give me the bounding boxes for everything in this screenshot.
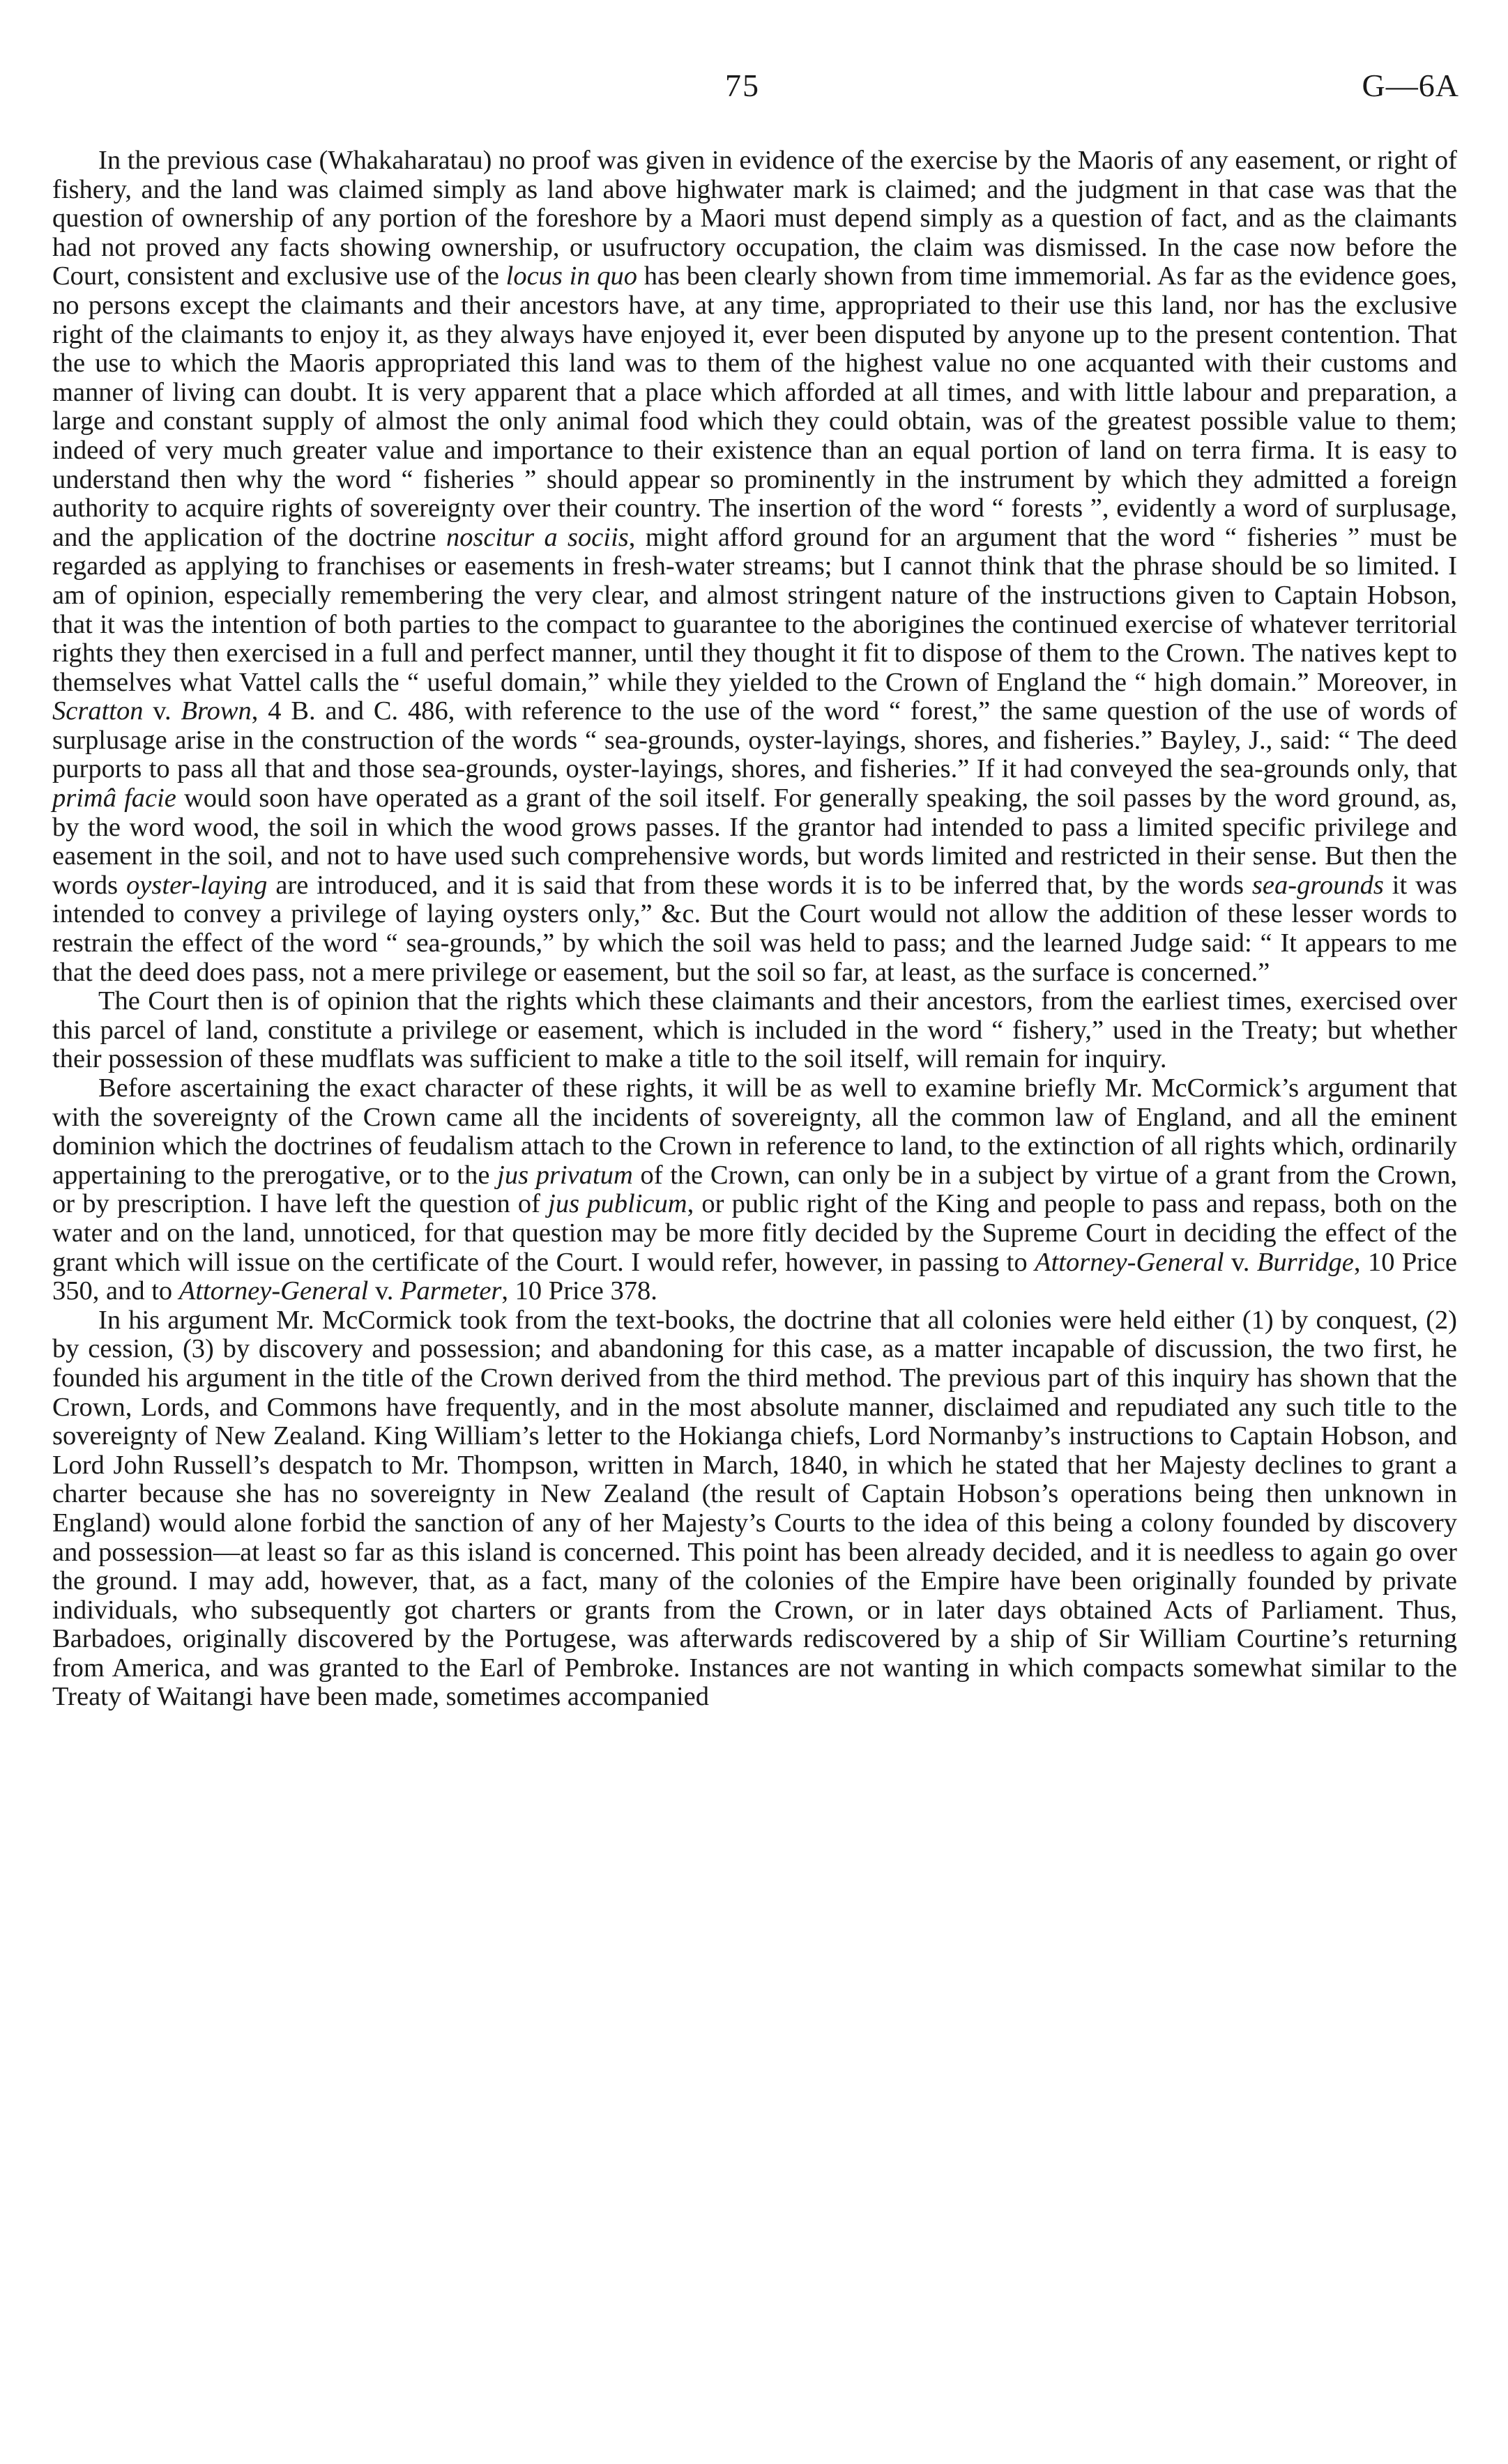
italic-text: Attorney-General: [178, 1276, 369, 1306]
text-run: has been clearly shown from time immemorial. As far as the evidence goes, no persons except the claimants and their ancestors have, at any time, appropriated to their use this land, nor has the exclusive right of the claimants to enjoy it, as they always have enjoyed it, ever been disputed by anyone up to the present contention. That the use to which the Maoris appropriated this land was to them of the highest value no one acquanted with their customs and manner of living can doubt. It is very apparent that a place which afforded at all times, and with little labour and preparation, a large and constant supply of almost the only animal food which they could obtain, was of the greatest possible value to them; indeed of very much greater value and importance to their existence than an equal portion of land on terra firma. It is easy to understand then why the word “ fisheries ” should appear so prominently in the instrument by which they admitted a foreign authority to acquire rights of sovereignty over their country. The insertion of the word “ forests ”, evidently a word of surplusage, and the application of the doctrine: [52, 261, 1457, 552]
italic-text: jus publicum: [548, 1189, 687, 1219]
italic-text: sea-grounds: [1251, 870, 1384, 900]
paragraph: [52, 987, 1457, 1074]
text-run: , 10 Price 350, and to: [52, 1247, 1457, 1306]
text-run: of the Crown, can only be in a subject by virtue of a grant from the Crown, or by prescription. I have left the question of: [52, 1160, 1457, 1219]
body-text: [52, 146, 1457, 1712]
text-run: The Court then is of opinion that the rights which these claimants and their ancestors, from the earliest times, exercised over this parcel of land, constitute a privilege or easement, which is included in the word “ fishery,” used in the Treaty; but whether their possession of these mudflats was sufficient to make a title to the soil itself, will remain for inquiry.: [52, 986, 1457, 1074]
page-header: [0, 67, 1508, 109]
text-run: , or public right of the King and people to pass and repass, both on the water and on the land, unnoticed, for that question may be more fitly decided by the Supreme Court in deciding the effect of the grant which will issue on the certificate of the Court. I would refer, however, in passing to: [52, 1189, 1457, 1277]
italic-text: oyster-laying: [126, 870, 268, 900]
document-reference: G—6A: [1362, 68, 1459, 103]
italic-text: Brown: [181, 696, 252, 726]
italic-text: noscitur a sociis: [445, 522, 629, 552]
text-run: Before ascertaining the exact character of these rights, it will be as well to examine briefly Mr. McCormick’s argument that with the sovereignty of the Crown came all the incidents of sovereignty, all the common law of England, and all the eminent dominion which the doctrines of feudalism attach to the Crown in reference to land, to the extinction of all rights which, ordinarily appertaining to the prerogative, or to the: [52, 1073, 1457, 1190]
page-number: 75: [725, 68, 760, 103]
text-run: In the previous case (Whakaharatau) no proof was given in evidence of the exercise by the Maoris of any easement, or right of fishery, and the land was claimed simply as land above highwater mark is claimed; and the judgment in that case was that the question of ownership of any portion of the foreshore by a Maori must depend simply as a question of fact, and as the claimants had not proved any facts showing ownership, or usufructory occupation, the claim was dismissed. In the case now before the Court, consistent and exclusive use of the: [52, 146, 1457, 291]
text-run: In his argument Mr. McCormick took from the text-books, the doctrine that all colonies were held either (1) by conquest, (2) by cession, (3) by discovery and possession; and abandoning for this case, as a matter incapable of discussion, the two first, he founded his argument in the title of the Crown derived from the third method. The previous part of this inquiry has shown that the Crown, Lords, and Commons have frequently, and in the most absolute manner, disclaimed and repudiated any such title to the sovereignty of New Zealand. King William’s letter to the Hokianga chiefs, Lord Normanby’s instructions to Captain Hobson, and Lord John Russell’s despatch to Mr. Thompson, written in March, 1840, in which he stated that her Majesty declines to grant a charter because she has no sovereignty in New Zealand (the result of Captain Hobson’s operations being then unknown in England) would alone forbid the sanction of any of her Majesty’s Courts to the idea of this being a colony founded by discovery and possession—at least so far as this island is concerned. This point has been already decided, and it is needless to again go over the ground. I may add, however, that, as a fact, many of the colonies of the Empire have been originally founded by private individuals, who subsequently got charters or grants from the Crown, or in later days obtained Acts of Parliament. Thus, Barbadoes, originally discovered by the Portugese, was afterwards rediscovered by a ship of Sir William Courtine’s returning from America, and was granted to the Earl of Pembroke. Instances are not wanting in which compacts somewhat similar to the Treaty of Waitangi have been made, sometimes accompanied: [52, 1305, 1457, 1712]
text-run: , might afford ground for an argument that the word “ fisheries ” must be regarded as applying to franchises or easements in fresh-water streams; but I cannot think that the phrase should be so limited. I am of opinion, especially remembering the very clear, and almost stringent nature of the instructions given to Captain Hobson, that it was the intention of both parties to the compact to guarantee to the aborigines the continued exercise of whatever territorial rights they then exercised in a full and perfect manner, until they thought it fit to dispose of them to the Crown. The natives kept to themselves what Vattel calls the “ useful domain,” while they yielded to the Crown of England the “ high domain.” Moreover, in: [52, 522, 1457, 697]
text-run: v.: [143, 696, 181, 726]
italic-text: primâ facie: [52, 783, 176, 813]
text-run: , 4 B. and C. 486, with reference to the use of the word “ forest,” the same question of the use of words of surplusage arise in the construction of the words “ sea-grounds, oyster-layings, shores, and fisheries.” Bayley, J., said: “ The deed purports to pass all that and those sea-grounds, oyster-layings, shores, and fisheries.” If it had conveyed the sea-grounds only, that: [52, 696, 1458, 784]
paragraph: [52, 146, 1457, 987]
text-run: it was intended to convey a privilege of laying oysters only,” &c. But the Court would not allow the addition of these lesser words to restrain the effect of the word “ sea-grounds,” by which the soil was held to pass; and the learned Judge said: “ It appears to me that the deed does pass, not a mere privilege or easement, but the soil so far, at least, as the surface is concerned.”: [52, 870, 1457, 987]
text-run: v.: [368, 1276, 400, 1306]
text-run: v.: [1224, 1247, 1257, 1277]
italic-text: Attorney-General: [1035, 1247, 1224, 1277]
italic-text: Scratton: [52, 696, 144, 726]
italic-text: Parmeter: [399, 1276, 502, 1306]
text-run: are introduced, and it is said that from these words it is to be inferred that, by the words: [267, 870, 1252, 900]
italic-text: locus in quo: [505, 261, 638, 291]
text-run: , 10 Price 378.: [501, 1276, 657, 1306]
paragraph: [52, 1306, 1457, 1712]
paragraph: [52, 1074, 1457, 1306]
italic-text: jus privatum: [497, 1160, 633, 1190]
text-run: would soon have operated as a grant of the soil itself. For generally speaking, the soil passes by the word ground, as, by the word wood, the soil in which the wood grows passes. If the grantor had intended to pass a limited specific privilege and easement in the soil, and not to have used such comprehensive words, but words limited and restricted in their sense. But then the words: [52, 783, 1457, 900]
italic-text: Burridge: [1256, 1247, 1354, 1277]
